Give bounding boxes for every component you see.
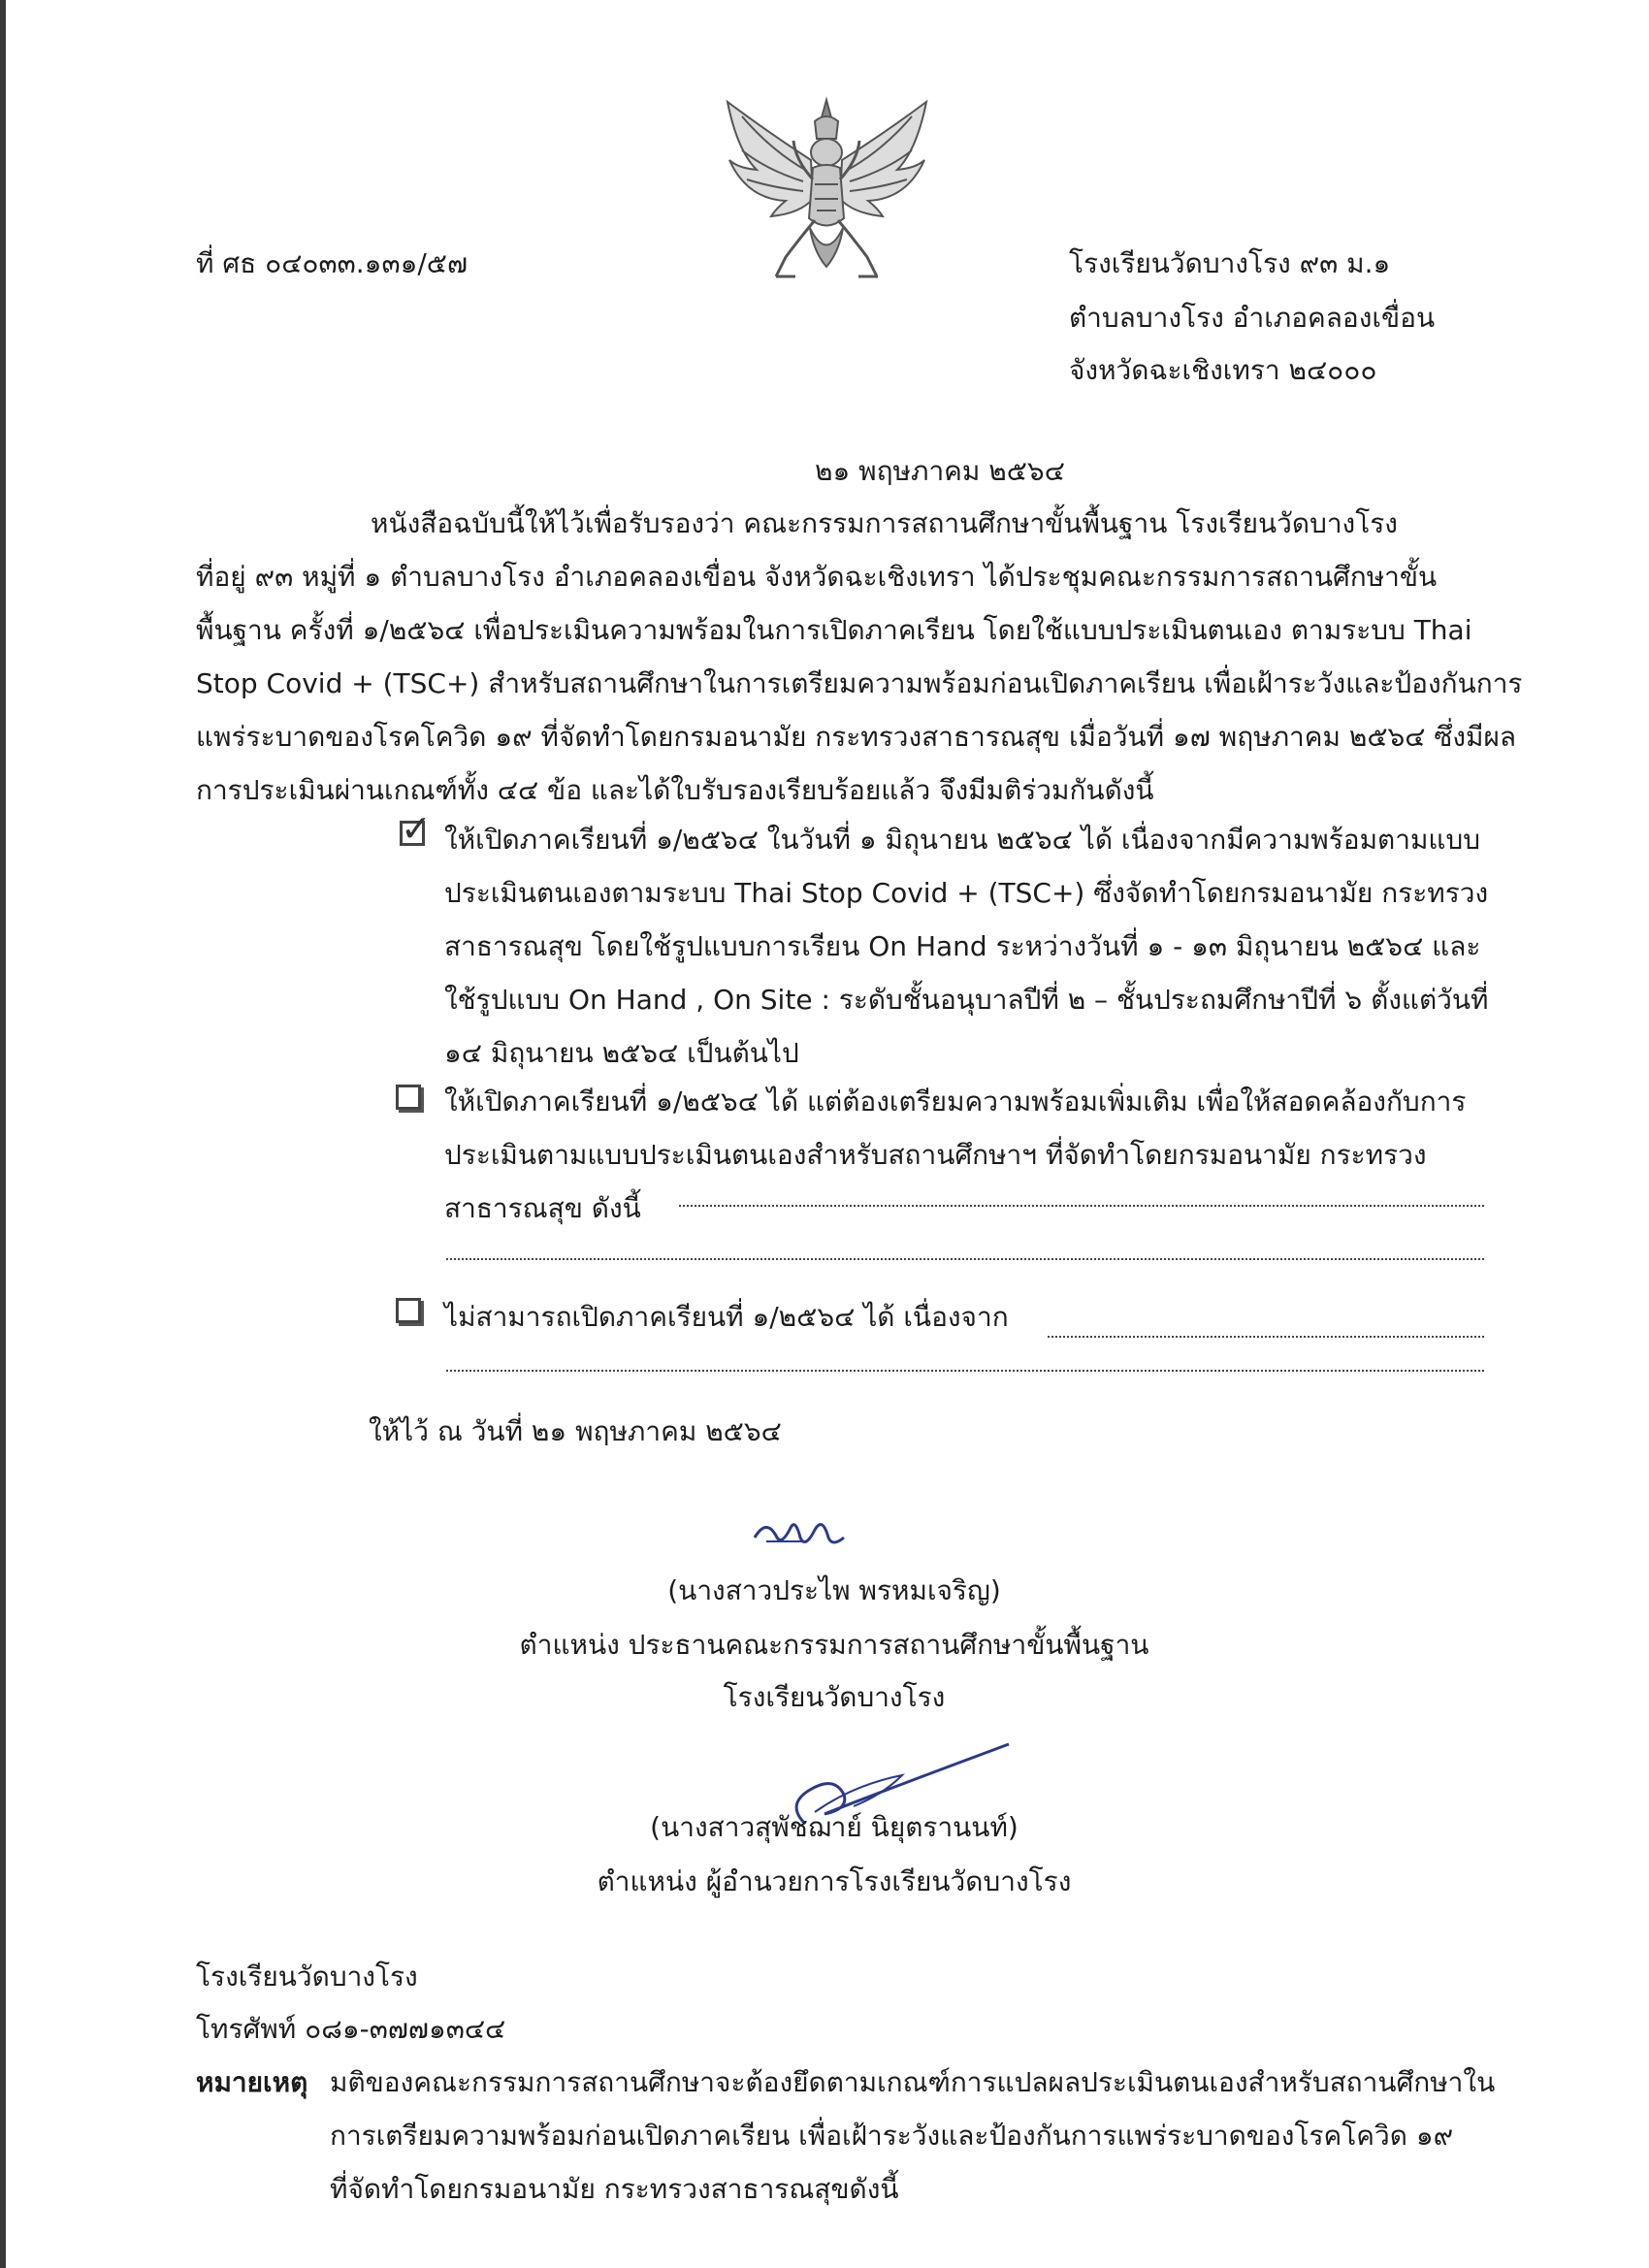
body-paragraph [196,497,1523,817]
option-line: สาธารณสุข ดังนี้ [444,1192,641,1224]
fill-in-line[interactable] [446,1256,1484,1260]
signature-1 [747,1508,854,1557]
option-line: ประเมินตนเองตามระบบ Thai Stop Covid + (TSC+) ซึ่งจัดทำโดยกรมอนามัย กระทรวง [444,877,1489,909]
body-line: หนังสือฉบับนี้ให้ไว้เพื่อรับรองว่า คณะกรรมการสถานศึกษาขั้นพื้นฐาน โรงเรียนวัดบางโรง [371,507,1398,539]
reference-number: ที่ ศธ ๐๔๐๓๓.๑๓๑/๕๗ [196,247,469,279]
option-line: สาธารณสุข โดยใช้รูปแบบการเรียน On Hand ระหว่างวันที่ ๑ - ๑๓ มิถุนายน ๒๕๖๔ และ [444,930,1481,962]
option-line: ให้เปิดภาคเรียนที่ ๑/๒๕๖๔ ได้ แต่ต้องเตรียมความพร้อมเพิ่มเติม เพื่อให้สอดคล้องกับการ [444,1085,1467,1118]
signatory-1-name: (นางสาวประไพ พรหมเจริญ) [667,1574,1001,1606]
note-line: ที่จัดทำโดยกรมอนามัย กระทรวงสาธารณสุขดังนี้ [330,2173,899,2205]
scan-edge [0,0,6,2268]
letter-date: ๒๑ พฤษภาคม ๒๕๖๔ [815,455,1065,487]
option-2-checkbox[interactable] [396,1085,421,1110]
signatory-1-position: ตำแหน่ง ประธานคณะกรรมการสถานศึกษาขั้นพื้นฐาน [519,1629,1149,1661]
option-1-checkbox[interactable] [400,807,432,850]
checkmark-icon: ✓ [401,807,432,850]
fill-in-line[interactable] [679,1203,1484,1207]
body-line: ที่อยู่ ๙๓ หมู่ที่ ๑ ตำบลบางโรง อำเภอคลองเขื่อน จังหวัดฉะเชิงเทรา ได้ประชุมคณะกรรมการสถานศึกษาขั้น [196,561,1438,593]
body-line: พื้นฐาน ครั้งที่ ๑/๒๕๖๔ เพื่อประเมินความพร้อมในการเปิดภาคเรียน โดยใช้แบบประเมินตนเอง ตามระบบ Thai [196,614,1472,646]
fill-in-line[interactable] [446,1368,1484,1372]
option-1-text [444,813,1540,1080]
address-line-2: ตำบลบางโรง อำเภอคลองเขื่อน [1069,302,1436,334]
address-line-3: จังหวัดฉะเชิงเทรา ๒๔๐๐๐ [1069,354,1377,386]
option-line: ไม่สามารถเปิดภาคเรียนที่ ๑/๒๕๖๔ ได้ เนื่องจาก [444,1301,1009,1333]
option-line: ให้เปิดภาคเรียนที่ ๑/๒๕๖๔ ในวันที่ ๑ มิถุนายน ๒๕๖๔ ได้ เนื่องจากมีความพร้อมตามแบบ [444,824,1481,856]
given-date: ให้ไว้ ณ วันที่ ๒๑ พฤษภาคม ๒๕๖๔ [369,1415,782,1447]
footer-school: โรงเรียนวัดบางโรง [196,1960,418,1993]
note-line: มติของคณะกรรมการสถานศึกษาจะต้องยึดตามเกณฑ์การแปลผลประเมินตนเองสำหรับสถานศึกษาใน [330,2066,1496,2098]
signatory-2-name: (นางสาวสุพัชฌาย์ นิยุตรานนท์) [650,1811,1018,1843]
note-label: หมายเหตุ [196,2066,308,2098]
option-line: ประเมินตามแบบประเมินตนเองสำหรับสถานศึกษาฯ ที่จัดทำโดยกรมอนามัย กระทรวง [444,1139,1427,1171]
option-line: ๑๔ มิถุนายน ๒๕๖๔ เป็นต้นไป [444,1037,799,1069]
option-3-checkbox[interactable] [396,1298,421,1323]
signatory-1-org: โรงเรียนวัดบางโรง [723,1681,946,1713]
body-line: แพร่ระบาดของโรคโควิด ๑๙ ที่จัดทำโดยกรมอนามัย กระทรวงสาธารณสุข เมื่อวันที่ ๑๗ พฤษภาคม ๒๕๖๔ ซึ่งมีผล [196,721,1517,753]
option-2-text [444,1075,1540,1235]
body-line: Stop Covid + (TSC+) สำหรับสถานศึกษาในการเตรียมความพร้อมก่อนเปิดภาคเรียน เพื่อเฝ้าระวังและป้องกันการ [196,667,1523,699]
option-line: ใช้รูปแบบ On Hand , On Site : ระดับชั้นอนุบาลปีที่ ๒ – ชั้นประถมศึกษาปีที่ ๖ ตั้งแต่วันที่ [444,984,1489,1016]
signatory-2-position: ตำแหน่ง ผู้อำนวยการโรงเรียนวัดบางโรง [597,1865,1072,1897]
address-line-1: โรงเรียนวัดบางโรง ๙๓ ม.๑ [1069,247,1391,279]
garuda-emblem [718,92,936,286]
body-line: การประเมินผ่านเกณฑ์ทั้ง ๔๔ ข้อ และได้ใบรับรองเรียบร้อยแล้ว จึงมีมติร่วมกันดังนี้ [196,774,1154,806]
note-line: การเตรียมความพร้อมก่อนเปิดภาคเรียน เพื่อเฝ้าระวังและป้องกันการแพร่ระบาดของโรคโควิด ๑๙ [330,2120,1454,2152]
footer-phone: โทรศัพท์ ๐๘๑-๓๗๗๑๓๔๔ [196,2013,506,2045]
fill-in-line[interactable] [1048,1334,1484,1338]
